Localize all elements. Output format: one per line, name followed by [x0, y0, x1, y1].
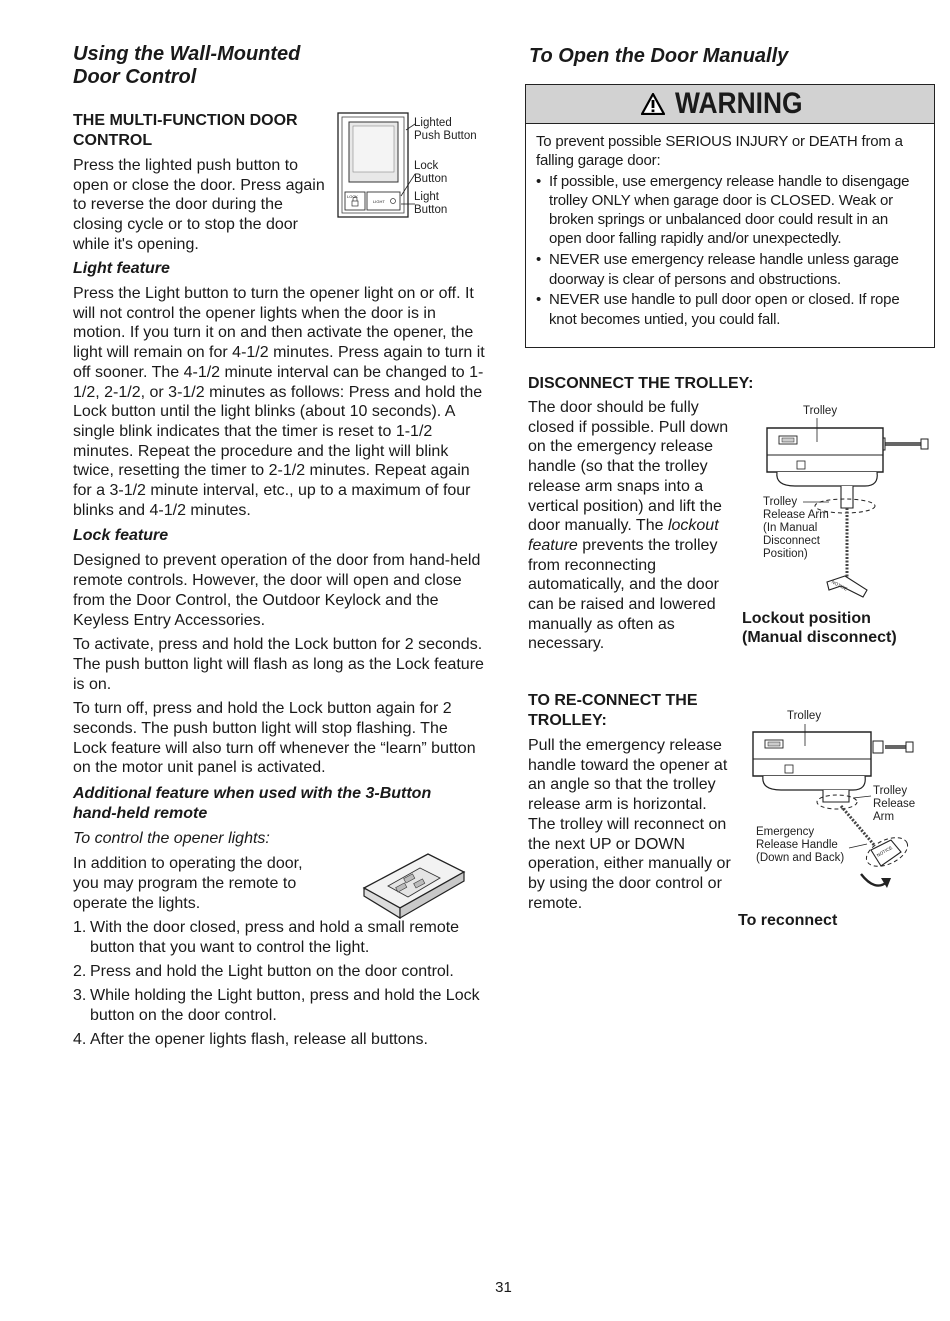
warning-bullet: • If possible, use emergency release handle to disengage trolley ONLY when garage door is CLOSED. Weak or broken springs or unbalanced door could result in an open door falling rapidly and/or unexpectedly.: [536, 172, 924, 249]
reconnect-figure: [738, 706, 935, 936]
light-feature-section: [73, 259, 485, 1055]
multi-function-heading-line1: THE MULTI-FUNCTION DOOR: [73, 112, 298, 129]
steps-list: [73, 918, 485, 1050]
light-button-label: Light Button: [414, 191, 448, 216]
reconnect-heading-line1: TO RE-CONNECT THE: [528, 692, 698, 709]
disconnect-heading: DISCONNECT THE TROLLEY:: [528, 375, 754, 392]
left-heading: [73, 43, 373, 89]
trolley-label: Trolley: [803, 405, 838, 417]
additional-feature-title-line2: hand-held remote: [73, 805, 208, 823]
lockout-figure: [742, 400, 935, 650]
disconnect-body: The door should be fully closed if possible. Pull down on the emergency release handle (so that the trolley release arm snaps into a vertical position) and lift the door manually. The lockout feature prevents the trolley from reconnecting automatically, and the door can be raised and lowered manually as often as necessary.: [528, 399, 729, 653]
step-item: 4. After the opener lights flash, release all buttons.: [73, 1031, 428, 1049]
lockout-caption: Lockout position (Manual disconnect): [742, 610, 897, 646]
step-item: 1. With the door closed, press and hold a small remote button that you want to control the light.: [73, 919, 460, 956]
page-number: 31: [495, 1279, 512, 1296]
warning-body: [526, 124, 934, 329]
step-item: 3. While holding the Light button, press and hold the Lock button on the door control.: [73, 987, 480, 1025]
lock-feature-title: Lock feature: [73, 527, 169, 545]
warning-bullets: [536, 172, 924, 329]
left-heading-line1: Using the Wall-Mounted: [73, 43, 301, 65]
multi-function-body: Press the lighted push button to open or close the door. Press again to reverse the door during the closing cycle or to stop the door while it's opening.: [73, 157, 325, 253]
lock-feature-body-1: Designed to prevent operation of the door from hand-held remote controls. However, the door will open and close from the Door Control, the Outdoor Keylock and the Keyless Entry Accessories.: [73, 552, 481, 629]
light-feature-body: Press the Light button to turn the opener light on or off. It will not control the opener lights when the door is in motion. If you turn it on and then activate the opener, the light will remain on for 4-1/2 minutes. Press again to turn it off sooner. The 4-1/2 minute interval can be changed to 1-1/2, 2-1/2, or 3-1/2 minutes as follows: Press and hold the Lock button until the light blinks (about 10 seconds). A single blink indicates that the timer is reset to 1-1/2 minutes. Repeat the procedure and the light will blink twice, resetting the timer to 2-1/2 minutes. Repeat again for a 3-1/2 minute interval, etc., up to a maximum of four blinks and 4-1/2 minutes.: [73, 285, 485, 519]
reconnect-body: Pull the emergency release handle toward the opener at an angle so that the trolley release arm is horizontal. The trolley will reconnect on the next UP or DOWN operation, either manually or by using the door control or remote.: [528, 737, 731, 912]
trolley-release-arm-label: Trolley Release Arm (In Manual Disconnect Position): [763, 496, 829, 560]
step-item: 2. Press and hold the Light button on the door control.: [73, 963, 454, 981]
emergency-release-handle-label: Emergency Release Handle (Down and Back): [756, 826, 845, 864]
left-heading-line2: Door Control: [73, 66, 197, 88]
warning-bullet: • NEVER use emergency release handle unless garage doorway is clear of persons and obstructions.: [536, 250, 924, 289]
warning-intro: To prevent possible SERIOUS INJURY or DEATH from a falling garage door:: [536, 133, 903, 170]
trolley-label-2: Trolley: [787, 710, 822, 722]
warning-bullet: • NEVER use handle to pull door open or closed. If rope knot becomes untied, you could fall.: [536, 290, 924, 329]
reconnect-caption: To reconnect: [738, 912, 838, 929]
light-feature-title: Light feature: [73, 260, 170, 277]
warning-box: [525, 84, 935, 348]
additional-feature-title-line1: Additional feature when used with the 3-Button: [73, 785, 432, 803]
lock-feature-body-3: To turn off, press and hold the Lock button again for 2 seconds. The push button light will stop flashing. The Lock feature will also turn off whenever the “learn” button on the motor unit panel is activated.: [73, 700, 476, 777]
door-control-figure: [335, 110, 485, 220]
lock-button-label: Lock Button: [414, 160, 448, 185]
right-heading: To Open the Door Manually: [529, 45, 789, 67]
lock-small-label: LOCK: [347, 194, 358, 199]
multi-function-heading-line2: CONTROL: [73, 132, 153, 149]
remote-drawing: [358, 850, 470, 925]
warning-triangle-icon: [641, 93, 665, 115]
lighted-push-button-label: Lighted Push Button: [414, 117, 477, 142]
control-lights-title: To control the opener lights:: [73, 830, 270, 848]
multi-function-section: [73, 111, 328, 255]
notice-tag-label-2: NOTICE: [875, 845, 894, 858]
notice-tag-label: NOTICE: [830, 579, 849, 592]
reconnect-heading-line2: TROLLEY:: [528, 712, 607, 729]
lock-feature-body-2: To activate, press and hold the Lock button for 2 seconds. The push button light will flash as long as the Lock feature is on.: [73, 636, 484, 693]
remote-figure: [358, 850, 470, 925]
control-lights-body: In addition to operating the door, you may program the remote to operate the lights.: [73, 855, 303, 912]
warning-title: WARNING: [674, 87, 803, 120]
reconnect-section: [528, 691, 738, 913]
warning-header: [526, 85, 934, 124]
trolley-release-arm-label-2: Trolley Release Arm: [873, 785, 916, 823]
light-small-label: LIGHT: [373, 199, 385, 204]
